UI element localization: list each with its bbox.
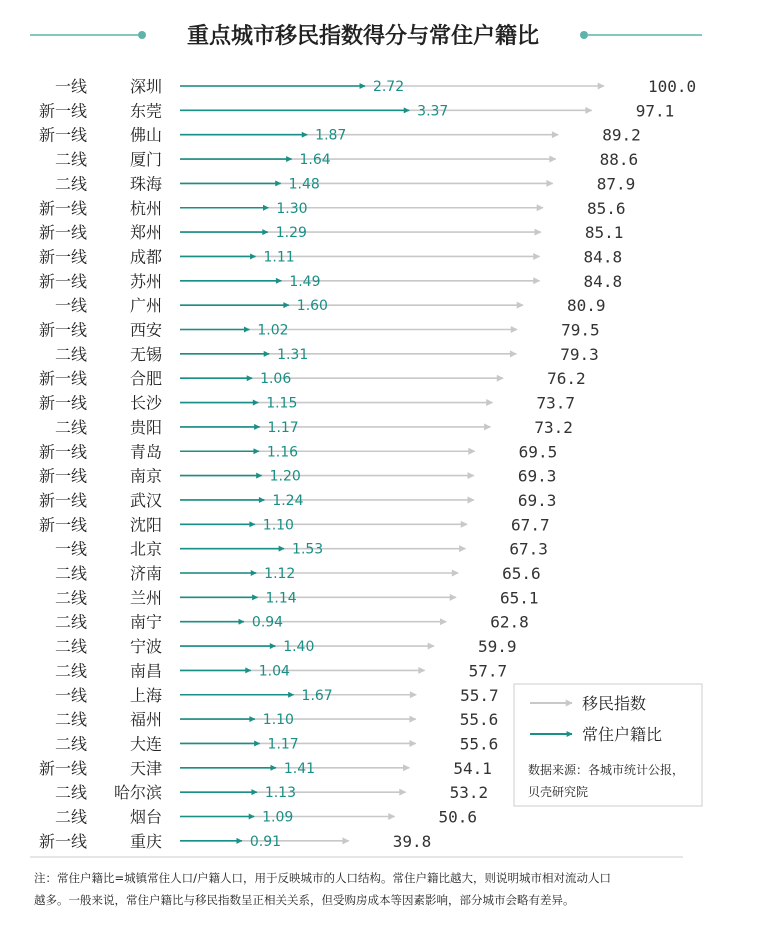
chart-row (39, 247, 622, 266)
city-label: 郑州 (129, 223, 162, 243)
chart-row (39, 491, 556, 510)
tier-label: 二线 (54, 564, 87, 583)
chart-row (55, 808, 477, 827)
index-value-label: 53.2 (449, 783, 489, 803)
ratio-value-label: 3.37 (417, 103, 449, 120)
chart-row (39, 272, 622, 291)
index-value-label: 87.9 (596, 174, 636, 194)
ratio-value-label: 1.60 (296, 298, 328, 315)
city-label: 珠海 (129, 174, 162, 194)
city-label: 福州 (129, 710, 162, 730)
chart-row (39, 832, 431, 851)
chart-row (39, 394, 575, 413)
ratio-value-label: 1.14 (265, 590, 297, 607)
tier-label: 二线 (54, 637, 87, 657)
ratio-value-label: 1.48 (288, 176, 320, 193)
ratio-value-label: 2.72 (372, 79, 405, 95)
ratio-value-label: 0.91 (249, 833, 282, 850)
tier-label: 新一线 (38, 758, 87, 778)
tier-label: 新一线 (38, 223, 87, 243)
tier-label: 新一线 (38, 247, 87, 267)
city-label: 哈尔滨 (113, 783, 162, 803)
city-label: 佛山 (129, 125, 162, 145)
ratio-value-label: 1.64 (299, 152, 331, 169)
city-label: 广州 (129, 296, 162, 316)
index-value-label: 62.8 (490, 612, 529, 632)
ratio-value-label: 1.13 (264, 785, 297, 802)
index-value-label: 89.2 (602, 125, 641, 145)
chart-row (55, 734, 498, 753)
index-value-label: 69.3 (517, 466, 557, 486)
tier-label: 新一线 (38, 320, 87, 340)
tier-label: 新一线 (38, 442, 87, 462)
city-label: 北京 (129, 539, 162, 559)
tier-label: 新一线 (38, 101, 87, 121)
index-value-label: 54.1 (453, 758, 492, 778)
index-value-label: 55.6 (459, 710, 499, 730)
ratio-value-label: 1.11 (263, 249, 295, 266)
index-value-label: 55.7 (460, 685, 499, 705)
city-label: 天津 (129, 758, 162, 778)
chart-row (55, 540, 548, 559)
index-value-label: 85.1 (584, 223, 624, 243)
chart-row (39, 467, 556, 486)
index-value-label: 79.3 (560, 344, 599, 364)
tier-label: 新一线 (38, 198, 87, 218)
chart-row (55, 661, 507, 680)
chart-row (39, 223, 623, 242)
chart-row (39, 369, 586, 388)
city-label: 合肥 (129, 369, 162, 389)
index-value-label: 59.9 (477, 637, 517, 657)
city-label: 厦门 (129, 150, 162, 170)
chart-row (55, 345, 599, 364)
city-label: 南京 (129, 466, 162, 486)
index-value-label: 85.6 (586, 198, 626, 218)
legend-source-line2: 贝壳研究院 (528, 785, 589, 799)
index-value-label: 65.6 (502, 564, 541, 583)
ratio-value-label: 1.49 (289, 273, 321, 290)
ratio-value-label: 1.10 (262, 517, 294, 534)
tier-label: 新一线 (38, 393, 87, 413)
chart-row (39, 321, 600, 340)
ratio-value-label: 1.29 (275, 225, 307, 242)
chart-row (55, 174, 635, 193)
tier-label: 一线 (54, 296, 87, 316)
chart-row (55, 686, 499, 705)
ratio-value-label: 1.53 (292, 541, 324, 558)
index-value-label: 73.2 (534, 417, 573, 437)
ratio-value-label: 1.17 (267, 419, 299, 436)
ratio-value-label: 1.20 (269, 468, 301, 485)
index-value-label: 65.1 (500, 588, 539, 608)
chart-row (55, 150, 638, 169)
note-line2: 越多。一般来说，常住户籍比与移民指数呈正相关关系，但受购房成本等因素影响，部分城市会略有差异。 (34, 893, 575, 907)
tier-label: 二线 (54, 150, 87, 170)
tier-label: 二线 (54, 807, 87, 827)
index-value-label: 39.8 (392, 831, 432, 851)
tier-label: 新一线 (38, 271, 87, 291)
chart-row (55, 613, 529, 632)
ratio-value-label: 1.15 (266, 395, 298, 412)
city-label: 南昌 (129, 661, 162, 681)
index-value-label: 55.6 (459, 734, 499, 754)
city-label: 杭州 (129, 198, 162, 218)
ratio-value-label: 0.94 (251, 614, 284, 631)
tier-label: 二线 (54, 174, 87, 194)
ratio-value-label: 1.02 (257, 322, 289, 339)
index-value-label: 67.7 (511, 515, 550, 535)
tier-label: 新一线 (38, 831, 87, 851)
city-label: 兰州 (129, 588, 162, 608)
legend-source-line1: 数据来源：各城市统计公报， (528, 763, 685, 777)
index-value-label: 88.6 (599, 150, 639, 170)
index-value-label: 84.8 (583, 271, 623, 291)
city-label: 大连 (129, 734, 162, 754)
city-label: 青岛 (129, 442, 162, 462)
chart-row (55, 637, 517, 656)
index-value-label: 76.2 (547, 369, 586, 389)
index-value-label: 79.5 (561, 320, 600, 340)
ratio-value-label: 1.12 (264, 566, 296, 582)
city-label: 武汉 (129, 490, 162, 510)
tier-label: 二线 (54, 783, 87, 803)
city-label: 上海 (129, 685, 162, 705)
ratio-value-label: 1.24 (272, 492, 304, 509)
chart-row (55, 77, 696, 96)
tier-label: 新一线 (38, 515, 87, 535)
city-label: 贵阳 (129, 417, 162, 437)
tier-label: 一线 (54, 685, 87, 705)
tier-label: 二线 (54, 612, 87, 632)
chart-row (39, 759, 492, 778)
chart-row (39, 442, 557, 461)
chart-row (39, 515, 550, 534)
ratio-value-label: 1.41 (283, 760, 316, 777)
legend (514, 684, 702, 806)
chart-row (55, 296, 606, 315)
chart-row (39, 126, 641, 145)
city-label: 烟台 (129, 807, 162, 827)
city-label: 宁波 (129, 637, 162, 657)
city-label: 苏州 (129, 271, 162, 291)
ratio-value-label: 1.10 (262, 712, 294, 729)
chart-row (55, 418, 573, 437)
city-label: 沈阳 (129, 515, 162, 535)
city-label: 重庆 (129, 831, 162, 851)
index-value-label: 67.3 (509, 539, 548, 559)
ratio-value-label: 1.17 (267, 736, 299, 753)
city-label: 长沙 (129, 393, 162, 413)
ratio-value-label: 1.31 (277, 346, 309, 363)
chart-row (39, 199, 625, 218)
tier-label: 新一线 (38, 490, 87, 510)
tier-label: 新一线 (38, 369, 87, 389)
tier-label: 二线 (54, 344, 87, 364)
tier-label: 二线 (54, 588, 87, 608)
index-value-label: 84.8 (583, 247, 623, 267)
chart-row (55, 588, 539, 607)
tier-label: 一线 (54, 539, 87, 559)
city-label: 无锡 (129, 344, 162, 364)
city-label: 东莞 (129, 101, 162, 121)
city-label: 深圳 (129, 77, 162, 96)
chart-row (39, 101, 674, 120)
tier-label: 一线 (54, 77, 87, 96)
ratio-value-label: 1.40 (283, 639, 315, 656)
index-value-label: 97.1 (635, 101, 675, 121)
index-value-label: 69.3 (517, 490, 557, 510)
tier-label: 新一线 (38, 466, 87, 486)
legend-ratio-label: 常住户籍比 (582, 725, 663, 744)
ratio-value-label: 1.30 (276, 200, 308, 217)
tier-label: 二线 (54, 417, 87, 437)
index-value-label: 50.6 (438, 807, 478, 827)
ratio-value-label: 1.16 (266, 444, 299, 461)
index-value-label: 100.0 (648, 77, 697, 96)
ratio-value-label: 1.67 (301, 687, 333, 704)
index-value-label: 69.5 (518, 442, 558, 462)
ratio-value-label: 1.09 (262, 809, 294, 826)
legend-index-label: 移民指数 (582, 694, 647, 713)
tier-label: 二线 (54, 710, 87, 730)
chart-title: 重点城市移民指数得分与常住户籍比 (186, 24, 540, 49)
city-label: 济南 (129, 564, 162, 583)
tier-label: 二线 (54, 734, 87, 754)
city-label: 西安 (129, 320, 162, 340)
city-label: 成都 (129, 247, 162, 267)
index-value-label: 80.9 (567, 296, 606, 316)
city-label: 南宁 (129, 612, 162, 632)
chart-row (55, 564, 541, 583)
ratio-value-label: 1.04 (258, 663, 290, 680)
ratio-value-label: 1.87 (315, 127, 347, 144)
ratio-value-label: 1.06 (260, 371, 292, 388)
index-value-label: 57.7 (468, 661, 508, 681)
tier-label: 二线 (54, 661, 87, 681)
tier-label: 新一线 (38, 125, 87, 145)
index-value-label: 73.7 (536, 393, 576, 413)
chart-row (55, 783, 488, 802)
note-line1: 注：常住户籍比=城镇常住人口/户籍人口，用于反映城市的人口结构。常住户籍比越大，则说明城市相对流动人口 (34, 871, 612, 885)
chart-row (55, 710, 498, 729)
